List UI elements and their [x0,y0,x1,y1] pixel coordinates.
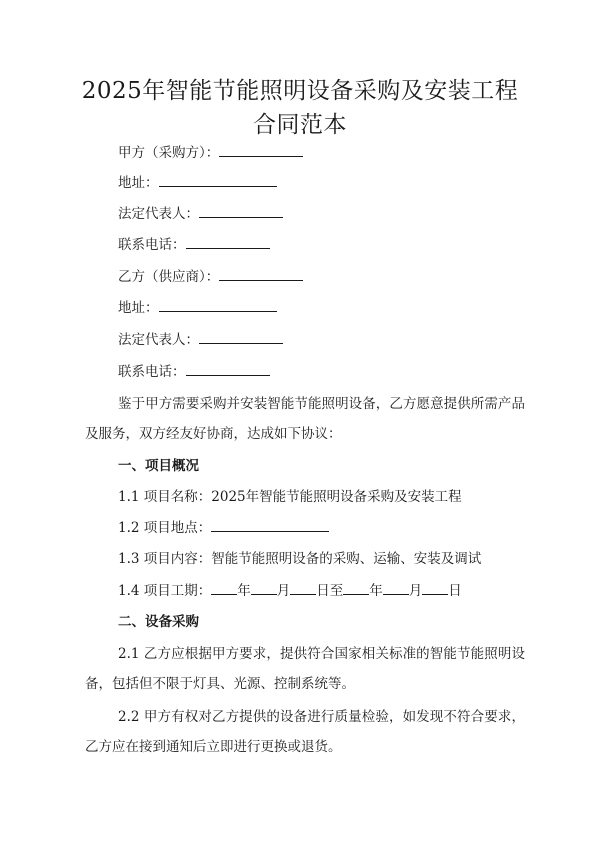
item-1-4-row [118,582,462,600]
party-a-rep-row [118,205,283,223]
clause-2-1: 2.1 乙方应根据甲方要求，提供符合国家相关标准的智能节能照明设备，包括但不限于灯具、光源、控制系统等。 [85,646,525,692]
item-1-3: 1.3 项目内容：智能节能照明设备的采购、运输、安装及调试 [118,551,482,567]
party-b-rep-label: 法定代表人： [118,332,199,348]
party-b-rep-row [118,331,283,349]
preamble-paragraph: 鉴于甲方需要采购并安装智能节能照明设备，乙方愿意提供所需产品及服务，双方经友好协商，达成如下协议： [85,396,525,442]
item-1-4-label: 1.4 项目工期： [118,583,212,599]
item-1-2-row [118,519,329,537]
party-b-phone-row [118,363,270,381]
end-year-blank [343,582,369,595]
end-month-blank [383,582,409,595]
item-1-2-label: 1.2 项目地点： [118,520,212,536]
section-1-heading: 一、项目概况 [118,458,199,474]
party-a-address-row [118,174,277,192]
start-day-blank [290,582,316,595]
clause-2-2: 2.2 甲方有权对乙方提供的设备进行质量检验，如发现不符合要求，乙方应在接到通知后立即进行更换或退货。 [85,709,525,755]
end-year-text: 年 [369,583,383,599]
day-to-text: 日至 [316,583,344,599]
party-a-address-label: 地址： [118,175,159,191]
end-month-text: 月 [408,583,423,599]
party-b-address-label: 地址： [118,300,159,316]
party-a-phone-row [118,236,270,254]
party-a-phone-label: 联系电话： [118,237,186,253]
start-month-text: 月 [276,583,291,599]
end-day-blank [422,582,448,595]
end-day-text: 日 [448,583,462,599]
party-a-name-row [118,144,303,162]
party-a-rep-label: 法定代表人： [118,206,199,222]
party-b-phone-blank [186,363,270,376]
party-b-name-blank [219,268,303,281]
document-title-line1: 2025年智能节能照明设备采购及安装工程 [81,78,519,104]
section-2-heading: 二、设备采购 [118,614,199,630]
party-b-rep-blank [199,331,283,344]
party-b-address-row [118,299,277,317]
start-year-blank [211,582,237,595]
party-a-name-label: 甲方（采购方）： [118,145,220,161]
party-a-address-blank [159,174,277,187]
party-b-name-row [118,268,303,286]
party-b-address-blank [159,299,277,312]
party-a-phone-blank [186,236,270,249]
document-title-line2: 合同范本 [253,112,347,138]
party-b-name-label: 乙方（供应商）： [118,269,220,285]
item-1-1: 1.1 项目名称：2025年智能节能照明设备采购及安装工程 [118,489,462,505]
project-location-blank [211,519,329,532]
party-a-rep-blank [199,205,283,218]
start-year-text: 年 [237,583,251,599]
party-a-name-blank [219,144,303,157]
party-b-phone-label: 联系电话： [118,364,186,380]
start-month-blank [251,582,277,595]
